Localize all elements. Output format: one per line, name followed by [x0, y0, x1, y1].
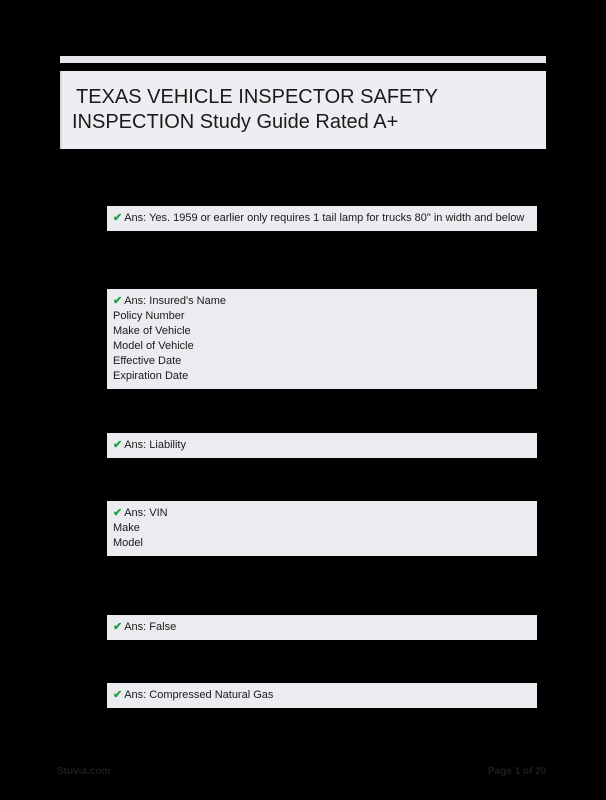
page-title-line-1: TEXAS VEHICLE INSPECTOR SAFETY	[76, 86, 438, 108]
answer-line: Ans: Compressed Natural Gas	[124, 689, 274, 701]
answer-line: Effective Date	[113, 355, 182, 367]
footer-source: Stuvia.com	[57, 766, 111, 777]
checkmark-icon: ✔	[113, 439, 123, 451]
checkmark-icon: ✔	[113, 689, 123, 701]
answer-box-3	[107, 433, 537, 458]
answer-line: Ans: Yes. 1959 or earlier only requires 1 tail lamp for trucks 80" in width and below	[124, 212, 525, 224]
footer-page-number: Page 1 of 20	[488, 766, 547, 777]
page-title-line-2: INSPECTION Study Guide Rated A+	[72, 111, 399, 133]
answer-box-6	[107, 683, 537, 708]
answer-box-4	[107, 501, 537, 556]
answer-line: Ans: Insured's Name	[124, 295, 226, 307]
checkmark-icon: ✔	[113, 507, 123, 519]
answer-line: Model	[113, 537, 143, 549]
answer-line: Ans: VIN	[124, 507, 168, 519]
answer-line: Model of Vehicle	[113, 340, 194, 352]
answer-line: Make	[113, 522, 140, 534]
answer-box-1	[107, 206, 537, 231]
answer-line: Expiration Date	[113, 370, 189, 382]
checkmark-icon: ✔	[113, 621, 123, 633]
answer-box-5	[107, 615, 537, 640]
title-block	[60, 71, 546, 149]
answer-line: Ans: Liability	[124, 439, 186, 451]
answer-line: Ans: False	[124, 621, 177, 633]
answer-line: Make of Vehicle	[113, 325, 191, 337]
top-rule	[60, 56, 546, 63]
answer-line: Policy Number	[113, 310, 185, 322]
checkmark-icon: ✔	[113, 212, 123, 224]
checkmark-icon: ✔	[113, 295, 123, 307]
answer-box-2	[107, 289, 537, 389]
